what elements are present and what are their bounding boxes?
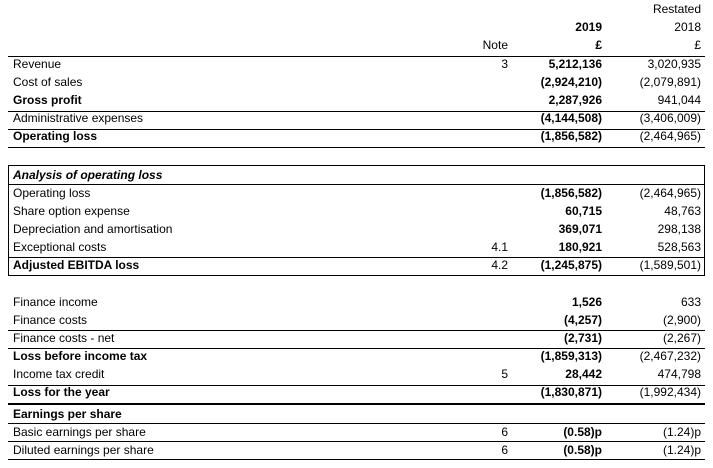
currency-2018-header: £ — [694, 38, 701, 52]
finance-row-value-2018: (2,900) — [662, 313, 701, 327]
note-header: Note — [482, 38, 508, 52]
year-2018-header: 2018 — [674, 20, 701, 34]
finance-row-value-2019: 1,526 — [571, 295, 602, 309]
analysis-row-label: Exceptional costs — [13, 240, 107, 254]
finance-row-label: Finance costs - net — [13, 331, 115, 345]
finance-row-value-2019: (4,257) — [563, 313, 602, 327]
analysis-row-value-2018: 298,138 — [657, 222, 701, 236]
finance-row-value-2019: 28,442 — [565, 367, 602, 381]
finance-row-label: Loss for the year — [13, 385, 110, 399]
restated-label: Restated — [652, 2, 701, 16]
finance-row-value-2018: (2,267) — [662, 331, 701, 345]
income-row-label: Revenue — [13, 57, 62, 71]
currency-2019-header: £ — [595, 38, 602, 52]
finance-row-value-2019: (2,731) — [563, 331, 602, 345]
analysis-row-label: Depreciation and amortisation — [13, 222, 173, 236]
analysis-row-label: Share option expense — [13, 204, 130, 218]
income-row-value-2018: (3,406,009) — [639, 111, 701, 125]
analysis-row-value-2018: 528,563 — [657, 240, 701, 254]
income-row-value-2019: 5,212,136 — [548, 57, 602, 71]
analysis-row-value-2019: (1,245,875) — [540, 258, 602, 272]
eps-bottom-rule — [8, 459, 705, 460]
eps-row-label: Basic earnings per share — [13, 425, 146, 439]
eps-row-value-2019: (0.58)p — [563, 443, 602, 457]
analysis-row-value-2018: (2,464,965) — [639, 186, 701, 200]
income-row-label: Gross profit — [13, 93, 82, 107]
analysis-row-value-2018: (1,589,501) — [639, 258, 701, 272]
finance-row-value-2018: 633 — [680, 295, 701, 309]
finance-row-label: Loss before income tax — [13, 349, 148, 363]
eps-row-value-2018: (1.24)p — [662, 425, 701, 439]
year-2019-header: 2019 — [575, 20, 602, 34]
finance-row-note: 5 — [501, 367, 508, 381]
income-row-note: 3 — [501, 57, 508, 71]
income-row-value-2018: (2,464,965) — [639, 129, 701, 143]
analysis-row-label: Adjusted EBITDA loss — [13, 258, 140, 272]
analysis-title-rule — [8, 184, 705, 185]
eps-row-label: Diluted earnings per share — [13, 443, 154, 457]
analysis-row-note: 4.2 — [491, 258, 508, 272]
income-row-value-2018: 941,044 — [657, 93, 701, 107]
income-row-label: Cost of sales — [13, 75, 83, 89]
finance-row-value-2018: (1,992,434) — [639, 385, 701, 399]
loss-year-bottom-rule — [8, 403, 705, 405]
eps-middle-rule — [8, 441, 705, 442]
analysis-title: Analysis of operating loss — [13, 168, 163, 182]
income-row-value-2018: (2,079,891) — [639, 75, 701, 89]
analysis-row-value-2019: (1,856,582) — [540, 186, 602, 200]
finance-row-value-2018: (2,467,232) — [639, 349, 701, 363]
eps-title: Earnings per share — [13, 407, 122, 421]
income-row-value-2018: 3,020,935 — [647, 57, 701, 71]
eps-title-rule — [8, 423, 705, 424]
finance-row-label: Finance costs — [13, 313, 88, 327]
income-row-value-2019: 2,287,926 — [548, 93, 602, 107]
income-row-label: Operating loss — [13, 129, 98, 143]
eps-row-note: 6 — [501, 425, 508, 439]
eps-row-value-2018: (1.24)p — [662, 443, 701, 457]
income-row-value-2019: (2,924,210) — [540, 75, 602, 89]
finance-row-value-2019: (1,859,313) — [540, 349, 602, 363]
analysis-row-value-2019: 369,071 — [558, 222, 602, 236]
finance-row-label: Income tax credit — [13, 367, 105, 381]
operating-loss-bottom-rule — [8, 147, 705, 148]
income-row-label: Administrative expenses — [13, 111, 144, 125]
eps-row-note: 6 — [501, 443, 508, 457]
eps-row-value-2019: (0.58)p — [563, 425, 602, 439]
income-row-value-2019: (4,144,508) — [540, 111, 602, 125]
finance-row-label: Finance income — [13, 295, 98, 309]
analysis-row-value-2019: 180,921 — [558, 240, 602, 254]
income-row-value-2019: (1,856,582) — [540, 129, 602, 143]
analysis-row-value-2019: 60,715 — [565, 204, 602, 218]
analysis-row-note: 4.1 — [491, 240, 508, 254]
finance-row-value-2019: (1,830,871) — [540, 385, 602, 399]
analysis-row-value-2018: 48,763 — [664, 204, 701, 218]
analysis-row-label: Operating loss — [13, 186, 91, 200]
finance-row-value-2018: 474,798 — [657, 367, 701, 381]
